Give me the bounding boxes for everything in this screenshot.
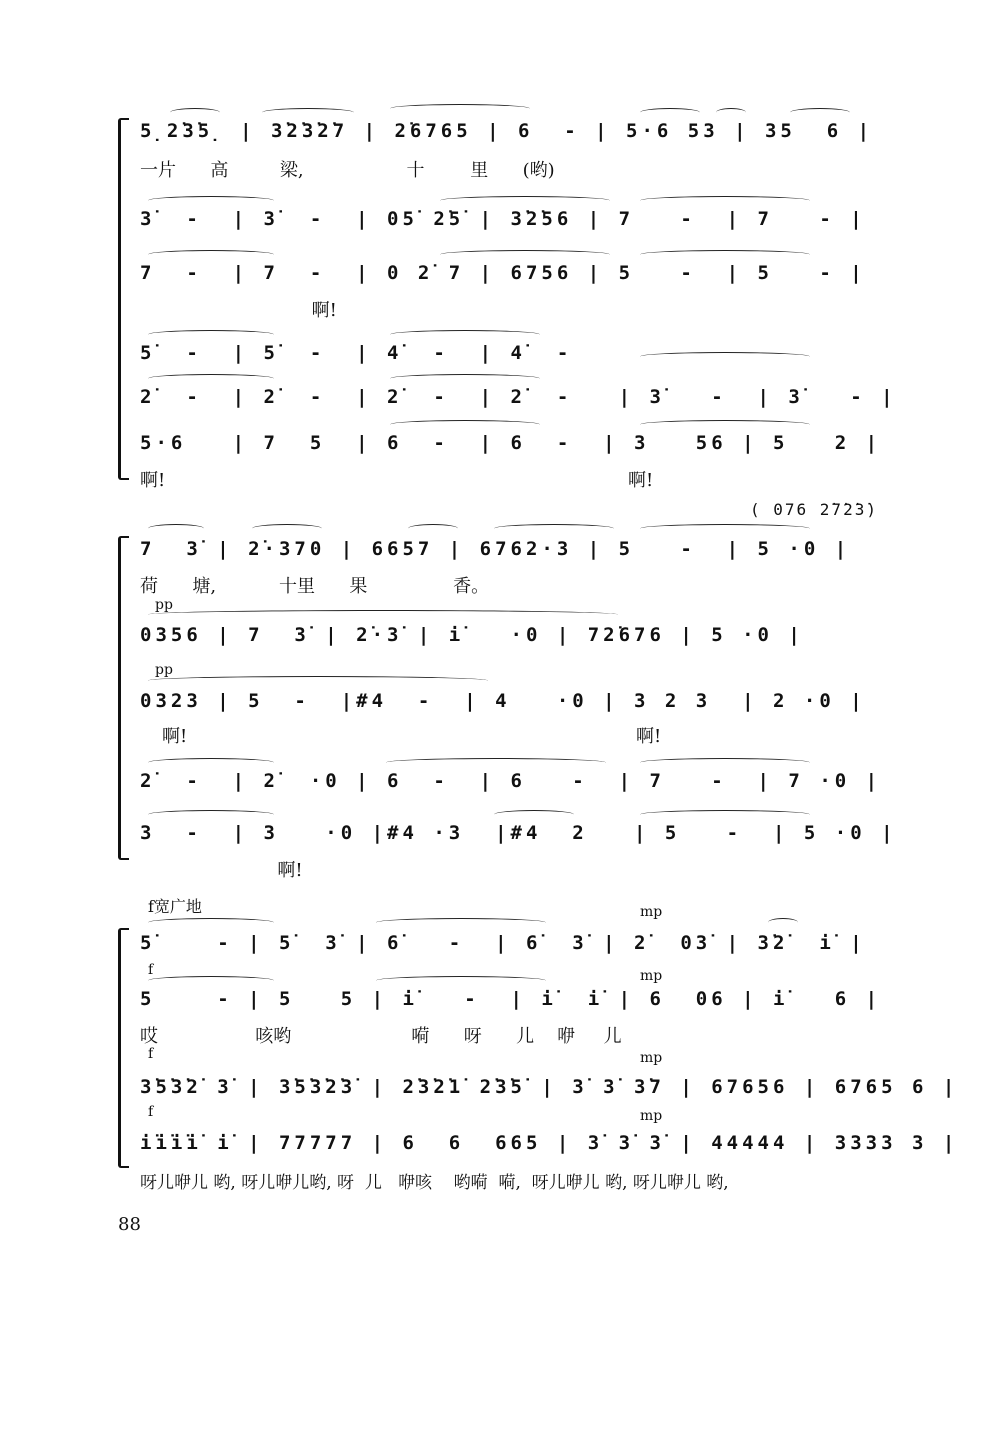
slur	[716, 108, 746, 117]
slur	[390, 374, 540, 383]
slur	[252, 524, 322, 533]
staff-line: 5·6 | 7 5 | 6 - | 6 - | 3 56 | 5 2 |	[140, 432, 882, 454]
slur	[170, 108, 220, 117]
staff-line: 7 - | 7 - | 0 2̇ 7 | 6756 | 5 - | 5 - |	[140, 262, 866, 284]
system1-bracket	[118, 118, 129, 480]
lyric-line: 哎 咳哟 嗬 呀 儿 咿 儿	[140, 1026, 622, 1047]
dynamic-mark: pp	[155, 662, 173, 678]
dynamic-mark: mp	[640, 904, 663, 920]
lyric-line: 啊!	[628, 470, 654, 491]
staff-line: 5̇ - | 5̇ - | 4̇ - | 4̇ -	[140, 342, 573, 364]
staff-line: 2̇ - | 2̇ ·0 | 6 - | 6 - | 7 - | 7 ·0 |	[140, 770, 882, 792]
staff-line: 7 3̇ | 2̇·370 | 6657 | 6762·3 | 5 - | 5 ·0 |	[140, 538, 851, 560]
slur	[148, 758, 274, 767]
slur	[148, 676, 488, 685]
slur	[768, 918, 798, 927]
intro-phrase: ( 076 2̇7̇2̇3̇)	[750, 500, 878, 519]
dynamic-mark: pp	[155, 597, 173, 613]
lyric-line: 呀儿咿儿 哟, 呀儿咿儿哟, 呀 儿 咿咳 哟嗬 嗬, 呀儿咿儿 哟, 呀儿咿儿 哟,	[140, 1173, 729, 1193]
staff-line: 3̇5̇3̇2̇ 3̇ | 3̇5̇3̇2̇3̇ | 2̇3̇2̇1̇ 2̇3̇5̇ | 3̇ 3̇ 3̇7 | 67656 | 6765 6 |	[140, 1076, 959, 1098]
dynamic-mark: mp	[640, 1108, 663, 1124]
dynamic-mark: f	[148, 1046, 154, 1062]
slur	[148, 374, 274, 383]
slur	[440, 196, 610, 205]
staff-line: 3̇ - | 3̇ - | 05̇ 2̇5̇ | 3̇2̇56 | 7 - | 7 - |	[140, 208, 866, 230]
lyric-line: 啊!	[636, 726, 662, 747]
slur	[494, 524, 614, 533]
system2-bracket	[118, 536, 129, 860]
dynamic-mark: mp	[640, 1050, 663, 1066]
staff-line: 3 - | 3 ·0 |#4 ·3 |#4 2 | 5 - | 5 ·0 |	[140, 822, 897, 844]
lyric-line: 啊!	[140, 860, 303, 881]
staff-line: i̇i̇i̇i̇ i̇ | 77777 | 6 6 665 | 3̇ 3̇ 3̇ | 44444 | 3333 3 |	[140, 1132, 959, 1154]
tempo-marking: f宽广地	[148, 897, 202, 916]
slur	[148, 250, 274, 259]
staff-line: 5 - | 5 5 | i̇ - | i̇ i̇ | 6 06 | i̇ 6 |	[140, 988, 882, 1010]
lyric-line: 荷 塘, 十里 果 香。	[140, 576, 490, 597]
staff-line: 5̇ - | 5̇ 3̇ | 6̇ - | 6̇ 3̇ | 2̇ 03̇ | 3̇2̇ i̇ |	[140, 932, 866, 954]
slur	[390, 330, 540, 339]
slur	[640, 352, 810, 361]
slur	[640, 196, 810, 205]
slur	[640, 810, 810, 819]
slur	[148, 196, 274, 205]
slur	[390, 104, 530, 113]
slur	[148, 810, 274, 819]
slur	[376, 918, 546, 927]
page-number: 88	[118, 1214, 141, 1235]
slur	[148, 330, 274, 339]
dynamic-mark: mp	[640, 968, 663, 984]
slur	[640, 250, 810, 259]
lyric-line: 啊!	[162, 726, 188, 747]
lyric-line: 一片 高 梁, 十 里 (哟)	[140, 160, 555, 181]
staff-line: 5̣2̇3̇5̣ | 3̇2̇3̇2̇7 | 2̇6765 | 6 - | 5·6 53 | 35 6 |	[140, 120, 874, 142]
slur	[376, 976, 546, 985]
slur	[148, 918, 274, 927]
slur	[386, 758, 606, 767]
staff-line: 2̇ - | 2̇ - | 2̇ - | 2̇ - | 3̇ - | 3̇ - |	[140, 386, 897, 408]
slur	[640, 420, 810, 429]
slur	[148, 610, 618, 619]
staff-line: 0323 | 5 - |#4 - | 4 ·0 | 3 2 3 | 2 ·0 |	[140, 690, 866, 712]
staff-line: 0356 | 7 3̇ | 2̇·3̇ | i̇ ·0 | 72̇676 | 5 ·0 |	[140, 624, 804, 646]
slur	[640, 758, 810, 767]
slur	[408, 524, 458, 533]
slur	[148, 524, 204, 533]
slur	[148, 976, 274, 985]
dynamic-mark: f	[148, 962, 154, 978]
slur	[262, 108, 354, 117]
system3-bracket	[118, 928, 129, 1168]
lyric-line: 啊!	[140, 300, 337, 321]
lyric-line: 啊!	[140, 470, 166, 491]
slur	[790, 108, 850, 117]
slur	[390, 420, 540, 429]
slur	[440, 250, 610, 259]
slur	[640, 108, 700, 117]
dynamic-mark: f	[148, 1104, 154, 1120]
slur	[494, 810, 574, 819]
slur	[640, 524, 810, 533]
